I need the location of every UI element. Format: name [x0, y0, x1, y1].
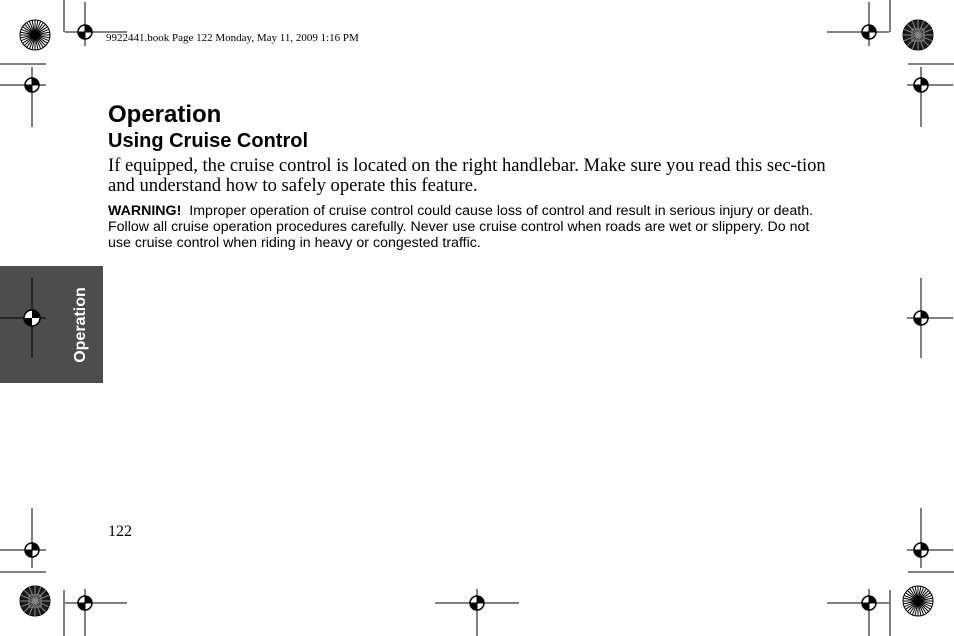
registration-mark-icon	[907, 508, 953, 568]
registration-mark-icon	[0, 508, 46, 568]
registration-mark-icon	[0, 67, 46, 127]
side-tab-label: Operation	[72, 287, 89, 363]
star-target-icon	[903, 20, 933, 50]
body-paragraph: If equipped, the cruise control is located on the right handlebar. Make sure you read this sec-tion and understand how to safely operate this feature.	[108, 155, 826, 196]
registration-mark-icon	[65, 589, 127, 636]
registration-mark-icon	[827, 589, 889, 636]
registration-mark-icon	[827, 2, 889, 46]
registration-mark-icon	[65, 2, 127, 46]
warning-label: WARNING!	[108, 203, 182, 219]
registration-mark-icon	[0, 278, 46, 358]
star-target-icon	[20, 20, 50, 50]
registration-mark-icon	[907, 67, 953, 127]
star-target-icon	[20, 586, 50, 616]
section-title: Operation	[108, 101, 222, 128]
star-target-icon	[903, 586, 933, 616]
registration-mark-icon	[907, 278, 953, 358]
registration-mark-icon	[435, 589, 519, 636]
print-header: 9922441.book Page 122 Monday, May 11, 2009 1:16 PM	[106, 32, 359, 44]
warning-text: Improper operation of cruise control could cause loss of control and result in serious injury or death. Follow all cruise operation procedures carefully. Never use cruise control when roads are wet or slippery. Do not use cruise control when riding in heavy or congested traffic.	[108, 203, 814, 251]
page-number: 122	[108, 523, 132, 540]
subsection-title: Using Cruise Control	[108, 130, 309, 152]
